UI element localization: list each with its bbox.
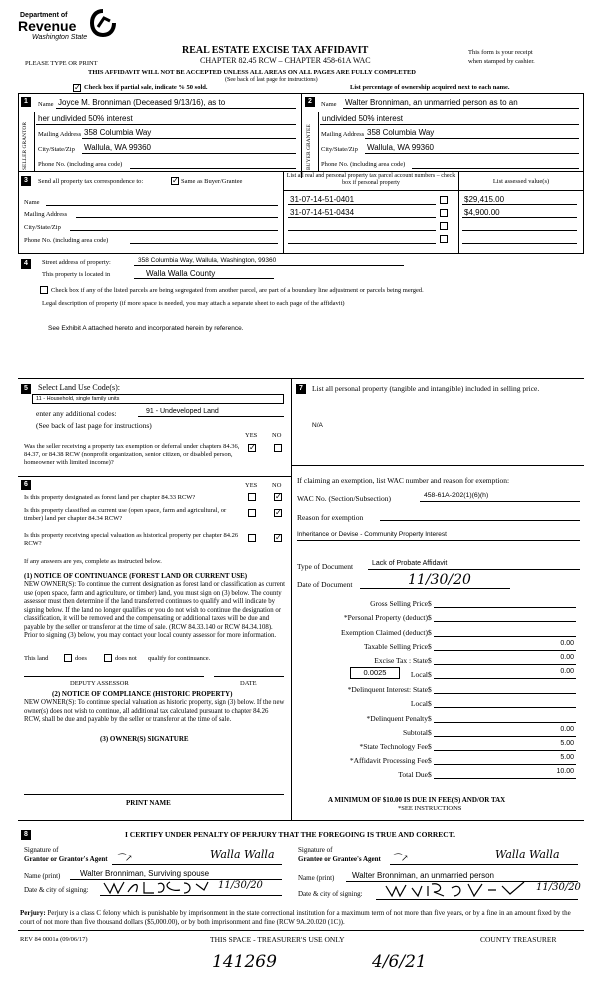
rule	[434, 664, 576, 665]
section-6-number: 6	[21, 480, 31, 490]
rule	[18, 476, 292, 477]
section-3-number: 3	[21, 176, 31, 186]
legal-description-field[interactable]: See Exhibit A attached hereto and incorporated herein by reference.	[48, 325, 244, 332]
deputy-assessor-label: DEPUTY ASSESSOR	[70, 680, 129, 687]
grantor-date-signature[interactable]	[100, 878, 215, 896]
rule	[434, 750, 576, 751]
legal-description-label: Legal description of property (if more space is needed, you may attach a separate sheet to each page of the affidavit)	[42, 300, 345, 307]
rule	[343, 108, 579, 109]
rule	[420, 501, 580, 502]
seller-city-label: City/State/Zip	[38, 146, 75, 153]
print-name-label: PRINT NAME	[126, 799, 171, 807]
type-print-label: PLEASE TYPE OR PRINT	[25, 60, 98, 67]
buyer-name-label: Name	[321, 101, 337, 108]
does-not-label: does not	[115, 655, 137, 662]
s3-phone-label: Phone No. (including area code)	[24, 237, 109, 244]
does-not-qualify-checkbox[interactable]	[104, 654, 112, 662]
rule	[18, 171, 584, 172]
forest-yes-checkbox[interactable]	[248, 493, 256, 501]
warning-label: THIS AFFIDAVIT WILL NOT BE ACCEPTED UNLESS ALL AREAS ON ALL PAGES ARE FULLY COMPLETED	[88, 69, 416, 76]
same-as-buyer-checkbox[interactable]: ✓	[172, 176, 179, 185]
rule	[18, 378, 584, 379]
grantor-name-label: Name (print)	[24, 872, 61, 880]
continuance-body: NEW OWNER(S): To continue the current designation as forest land or classification as current use (open space, farm and agriculture, or timber) land, you must sign on (3) below. The county assessor must then determine if the land transferred continues to qualify and will indicate by signing below. If the land no longer qualifies or you do not wish to continue the designation or classification, it will be removed and the compensating or additional taxes will be due and payable by the seller or transferor at the time of sale. (RCW 84.33.140 or RCW 84.34.108). Prior to signing (3) below, you may contact your local county assessor for more information.	[24, 581, 286, 639]
calc-value-total[interactable]: 10.00	[556, 768, 574, 775]
rule	[434, 764, 576, 765]
if-any-yes-label: If any answers are yes, complete as instructed below.	[24, 558, 162, 565]
segregation-checkbox[interactable]	[40, 286, 48, 294]
treasurer-use-label: THIS SPACE - TREASURER'S USE ONLY	[210, 935, 345, 944]
exemption-question: Was the seller receiving a property tax exemption or deferral under chapters 84.36, 84.37, or 84.38 RCW (nonprofit organization, senior citizen, or disabled person, homeowner with limited income)?	[24, 443, 240, 466]
rule	[320, 124, 579, 125]
buyer-address-label: Mailing Address	[321, 131, 365, 138]
rule	[434, 722, 576, 723]
dollar-sign: $	[428, 628, 432, 637]
rule	[462, 217, 577, 218]
section-7-number: 7	[296, 384, 306, 394]
dollar-sign: $	[428, 613, 432, 622]
rule	[82, 153, 296, 154]
assessed-header: List assessed value(s)	[492, 178, 550, 185]
reason-field[interactable]: Inheritance or Devise - Community Property Interest	[297, 531, 447, 538]
doc-type-field[interactable]: Lack of Probate Affidavit	[372, 560, 448, 567]
calc-label-tech-fee: *State Technology Fee	[359, 742, 428, 751]
s3-address-label: Mailing Address	[24, 211, 68, 218]
rule	[318, 112, 319, 172]
section-5-number: 5	[21, 384, 31, 394]
personal-property-field[interactable]: N/A	[312, 422, 323, 429]
calc-label-processing-fee: *Affidavit Processing Fee	[349, 756, 428, 765]
dollar-sign: $	[428, 656, 432, 665]
grantor-name-field[interactable]: Walter Bronniman, Surviving spouse	[80, 869, 210, 878]
parcel-3-personal-checkbox[interactable]	[440, 222, 448, 230]
calc-label-total: Total Due	[398, 770, 428, 779]
revenue-logo-text: Revenue	[18, 18, 77, 34]
calc-value-excise-state[interactable]: 0.00	[560, 654, 574, 661]
doc-date-field[interactable]: 11/30/20	[408, 572, 471, 588]
buyer-address-field[interactable]: 358 Columbia Way	[367, 128, 435, 137]
calc-value-processing-fee[interactable]: 5.00	[560, 754, 574, 761]
continuance-title: (1) NOTICE OF CONTINUANCE (FOREST LAND OR CURRENT USE)	[24, 572, 248, 580]
perjury-label: Perjury:	[20, 909, 46, 917]
parcel-1-personal-checkbox[interactable]	[440, 196, 448, 204]
assessed-value-1[interactable]: $29,415.00	[464, 195, 505, 204]
additional-codes-label: enter any additional codes:	[36, 409, 117, 418]
county-field[interactable]: Walla Walla County	[146, 269, 216, 278]
seller-side-label: SELLER GRANTOR	[22, 121, 28, 170]
grantor-agent-label: Grantor or Grantor's Agent	[24, 855, 108, 863]
deputy-signature-line[interactable]	[24, 676, 204, 677]
rule	[297, 540, 580, 541]
s5-no-header: NO	[272, 432, 282, 439]
grantee-signature-mark[interactable]: ⌒↗	[392, 854, 409, 864]
section-1-number: 1	[21, 97, 31, 107]
doc-type-label: Type of Document	[297, 562, 354, 571]
dollar-sign: $	[428, 742, 432, 751]
street-address-label: Street address of property:	[42, 259, 111, 266]
rule	[134, 265, 404, 266]
same-as-buyer-label: Same as Buyer/Grantee	[181, 178, 243, 185]
rule	[18, 930, 584, 931]
dollar-sign: $	[428, 642, 432, 651]
rule	[18, 253, 584, 254]
calc-label-penalty: *Delinquent Penalty	[366, 714, 428, 723]
dollar-sign: $	[428, 714, 432, 723]
parcel-number-1[interactable]: 31-07-14-51-0401	[290, 195, 355, 204]
page-title: REAL ESTATE EXCISE TAX AFFIDAVIT	[182, 45, 369, 56]
partial-sale-label: Check box if partial sale, indicate % 50 sold.	[84, 84, 208, 91]
historic-yes-checkbox[interactable]	[248, 534, 256, 542]
grantee-sign-date[interactable]: 11/30/20	[536, 882, 581, 893]
revenue-logo-icon	[90, 9, 116, 37]
rule	[112, 864, 282, 865]
minimum-fee-note: A MINIMUM OF $10.00 IS DUE IN FEE(S) AND/OR TAX	[328, 796, 506, 804]
calc-value-taxable[interactable]: 0.00	[560, 640, 574, 647]
rule	[434, 778, 576, 779]
treasurer-number-handwritten: 141269	[212, 952, 277, 972]
seller-name-field[interactable]: Joyce M. Bronniman (Deceased 9/13/16), as to	[58, 98, 226, 107]
rule	[288, 204, 436, 205]
assessed-value-4[interactable]	[462, 243, 577, 244]
parcel-number-2[interactable]: 31-07-14-51-0434	[290, 208, 355, 217]
section-8-number: 8	[21, 830, 31, 840]
this-land-label: This land	[24, 655, 49, 662]
dollar-sign: $	[428, 599, 432, 608]
treasurer-date-handwritten: 4/6/21	[372, 952, 427, 972]
rule	[365, 138, 579, 139]
s3-address-field[interactable]	[76, 217, 278, 218]
rule	[380, 520, 580, 521]
seller-phone-label: Phone No. (including area code)	[38, 161, 123, 168]
calc-label-interest-state: *Delinquent Interest: State	[347, 685, 428, 694]
reason-label: Reason for exemption	[297, 513, 364, 522]
rule	[18, 820, 584, 821]
located-in-label: This property is located in	[42, 271, 111, 278]
list-percentage-label: List percentage of ownership acquired next to each name.	[350, 84, 510, 91]
rule	[100, 895, 282, 896]
state-label: Washington State	[32, 34, 88, 41]
forest-question: Is this property designated as forest land per chapter 84.33 RCW?	[24, 494, 196, 501]
buyer-city-field[interactable]: Wallula, WA 99360	[367, 143, 434, 152]
calc-label-personal: *Personal Property (deduct)	[343, 613, 428, 622]
s6-yes-header: YES	[245, 482, 258, 489]
current-use-yes-checkbox[interactable]	[248, 509, 256, 517]
s3-phone-field[interactable]	[130, 243, 278, 244]
certify-statement: I CERTIFY UNDER PENALTY OF PERJURY THAT THE FOREGOING IS TRUE AND CORRECT.	[125, 830, 456, 839]
see-instructions-note: *SEE INSTRUCTIONS	[398, 805, 462, 812]
dollar-sign: $	[428, 685, 432, 694]
does-label: does	[75, 655, 87, 662]
rule	[390, 864, 578, 865]
seller-name-field-2[interactable]: her undivided 50% interest	[38, 114, 133, 123]
rule	[462, 204, 577, 205]
land-use-select[interactable]: 11 - Household, single family units	[32, 394, 284, 404]
see-back-land-use: (See back of last page for instructions)	[36, 421, 152, 430]
seller-city-field[interactable]: Wallula, WA 99360	[84, 143, 151, 152]
perjury-text: Perjury is a class C felony which is punishable by imprisonment in the state correctional institution for a maximum term of not more than five years, or by a fine in an amount fixed by the court of not more than five thousand dollars ($5,000.00), or by both imprisonment and fine (RCW 9A.20.020 (1C)).	[20, 909, 571, 926]
dollar-sign: $	[428, 756, 432, 765]
deputy-date-line[interactable]	[214, 676, 284, 677]
dollar-sign: $	[428, 728, 432, 737]
current-use-no-checkbox[interactable]: ✓	[275, 508, 282, 517]
calc-value-tech-fee[interactable]: 5.00	[560, 740, 574, 747]
grantor-signing-city[interactable]: Walla Walla	[210, 848, 275, 861]
grantee-name-label: Name (print)	[298, 874, 335, 882]
seller-address-field[interactable]: 358 Columbia Way	[84, 128, 152, 137]
calc-label-excise-local: Local	[410, 670, 428, 679]
rule	[283, 171, 284, 253]
forest-no-checkbox[interactable]: ✓	[275, 492, 282, 501]
rule	[434, 678, 576, 679]
grantor-date-city-label: Date & city of signing:	[24, 886, 89, 894]
grantor-sig-of-label: Signature of	[24, 846, 59, 854]
rule	[18, 171, 19, 253]
rule	[583, 93, 584, 178]
s5-yes-header: YES	[245, 432, 258, 439]
s6-no-header: NO	[272, 482, 282, 489]
does-qualify-checkbox[interactable]	[64, 654, 72, 662]
grantee-sig-of-label: Signature of	[298, 846, 333, 854]
parcel-number-4[interactable]	[288, 243, 436, 244]
s3-name-field[interactable]	[46, 205, 278, 206]
perjury-notice	[20, 909, 585, 927]
assessed-value-2[interactable]: $4,900.00	[464, 208, 500, 217]
claim-exemption-label: If claiming an exemption, list WAC number and reason for exemption:	[297, 476, 510, 485]
grantor-signature-mark[interactable]: ⌒↗	[116, 854, 133, 864]
s3-city-field[interactable]	[70, 230, 278, 231]
section-4-number: 4	[21, 259, 31, 269]
owner-signature-line[interactable]	[24, 794, 284, 795]
owner-signature-label: (3) OWNER(S) SIGNATURE	[100, 735, 189, 743]
grantee-date-city-label: Date & city of signing:	[298, 890, 363, 898]
rule	[376, 899, 578, 900]
rule	[434, 650, 576, 651]
receipt-note-2: when stamped by cashier.	[468, 58, 535, 65]
rule	[283, 190, 583, 191]
buyer-name-field[interactable]: Walter Bronniman, an unmarried person as to an	[345, 98, 518, 107]
buyer-phone-field[interactable]	[412, 168, 579, 169]
parcel-4-personal-checkbox[interactable]	[440, 235, 448, 243]
send-correspondence-label: Send all property tax correspondence to:	[38, 178, 144, 185]
rule	[56, 108, 296, 109]
rule	[36, 124, 296, 125]
grantee-name-field[interactable]: Walter Bronniman, an unmarried person	[352, 871, 494, 880]
wac-field[interactable]: 458-61A-202(1)(6)(h)	[424, 492, 489, 499]
rule	[434, 707, 576, 708]
historic-question: Is this property receiving special valuation as historical property per chapter 84.26 RCW?	[24, 532, 239, 547]
rule	[434, 621, 576, 622]
rule	[18, 93, 19, 178]
calc-label-exemption: Exemption Claimed (deduct)	[340, 628, 428, 637]
rule	[291, 465, 584, 466]
land-use-label: Select Land Use Code(s):	[38, 383, 120, 392]
current-use-question: Is this property classified as current use (open space, farm and agricultural, or timber) land per chapter 84.34 RCW?	[24, 507, 227, 522]
calc-label-taxable: Taxable Selling Price	[363, 642, 428, 651]
rule	[434, 693, 576, 694]
historic-no-checkbox[interactable]: ✓	[275, 533, 282, 542]
calc-label-interest-local: Local	[410, 699, 428, 708]
exemption-no-checkbox[interactable]	[274, 444, 282, 452]
assessed-value-3[interactable]	[462, 230, 577, 231]
grantor-sign-date[interactable]: 11/30/20	[218, 880, 263, 891]
segregation-label: Check box if any of the listed parcels are being segregated from another parcel, are part of a boundary line adjustment or parcels being merged.	[51, 287, 424, 294]
qualify-label: qualify for continuance.	[148, 655, 211, 662]
rule	[34, 112, 35, 172]
section-2-number: 2	[305, 97, 315, 107]
local-rate-field[interactable]: 0.0025	[350, 667, 400, 679]
rule	[82, 138, 296, 139]
rule	[368, 569, 580, 570]
wac-label: WAC No. (Section/Subsection)	[297, 494, 391, 503]
rule	[434, 736, 576, 737]
deputy-date-label: DATE	[240, 680, 257, 687]
doc-date-label: Date of Document	[297, 580, 353, 589]
county-treasurer-label: COUNTY TREASURER	[480, 935, 557, 944]
dollar-sign: $	[428, 670, 432, 679]
dollar-sign: $	[428, 699, 432, 708]
chapter-label: CHAPTER 82.45 RCW – CHAPTER 458-61A WAC	[200, 56, 371, 65]
see-back-label: (See back of last page for instructions)	[225, 77, 318, 83]
buyer-name-field-2[interactable]: undivided 50% interest	[322, 114, 403, 123]
calc-label-gross: Gross Selling Price	[370, 599, 428, 608]
s3-name-label: Name	[24, 199, 40, 206]
rule	[301, 93, 302, 178]
compliance-title: (2) NOTICE OF COMPLIANCE (HISTORIC PROPERTY)	[52, 690, 233, 698]
rule	[134, 278, 274, 279]
rule	[291, 378, 292, 820]
grantee-signing-city[interactable]: Walla Walla	[495, 848, 560, 861]
rule	[583, 171, 584, 253]
grantee-agent-label: Grantee or Grantee's Agent	[298, 855, 381, 863]
additional-codes-field[interactable]: 91 - Undeveloped Land	[146, 408, 219, 415]
calc-value-subtotal[interactable]: 0.00	[560, 726, 574, 733]
personal-property-label: List all personal property (tangible and intangible) included in selling price.	[312, 384, 540, 393]
buyer-city-label: City/State/Zip	[321, 146, 358, 153]
calc-value-excise-local[interactable]: 0.00	[560, 668, 574, 675]
street-address-field[interactable]: 358 Columbia Way, Wallula, Washington, 99360	[138, 257, 277, 264]
rule	[458, 171, 459, 253]
rule	[434, 607, 576, 608]
parcel-2-personal-checkbox[interactable]	[440, 209, 448, 217]
calc-label-subtotal: Subtotal	[402, 728, 428, 737]
s3-city-label: City/State/Zip	[24, 224, 61, 231]
seller-address-label: Mailing Address	[38, 131, 82, 138]
rule	[138, 416, 284, 417]
calc-label-excise-state: Excise Tax : State	[374, 656, 428, 665]
rule	[434, 636, 576, 637]
parcel-header: List all real and personal property tax parcel account numbers – check box if personal property	[286, 173, 456, 186]
buyer-side-label: BUYER GRANTEE	[306, 124, 312, 170]
parcel-number-3[interactable]	[288, 230, 436, 231]
rule	[360, 588, 510, 589]
seller-name-label: Name	[38, 101, 54, 108]
partial-sale-checkbox[interactable]: ✓	[74, 83, 81, 92]
grantee-date-signature[interactable]	[382, 880, 532, 900]
form-revision: REV 84 0001a (09/06/17)	[20, 936, 88, 943]
compliance-body: NEW OWNER(S): To continue special valuation as historic property, sign (3) below. If the new owner(s) does not wish to continue, all additional tax calculated pursuant to chapter 84.26 RCW, shall be due and payable by the seller or transferor at the time of sale.	[24, 699, 285, 723]
exemption-yes-checkbox[interactable]: ✓	[249, 443, 256, 452]
receipt-note-1: This form is your receipt	[468, 49, 533, 56]
seller-phone-field[interactable]	[130, 168, 296, 169]
buyer-phone-label: Phone No. (including area code)	[321, 161, 406, 168]
rule	[365, 153, 579, 154]
dept-label: Department of	[20, 12, 68, 19]
rule	[288, 217, 436, 218]
dollar-sign: $	[428, 770, 432, 779]
